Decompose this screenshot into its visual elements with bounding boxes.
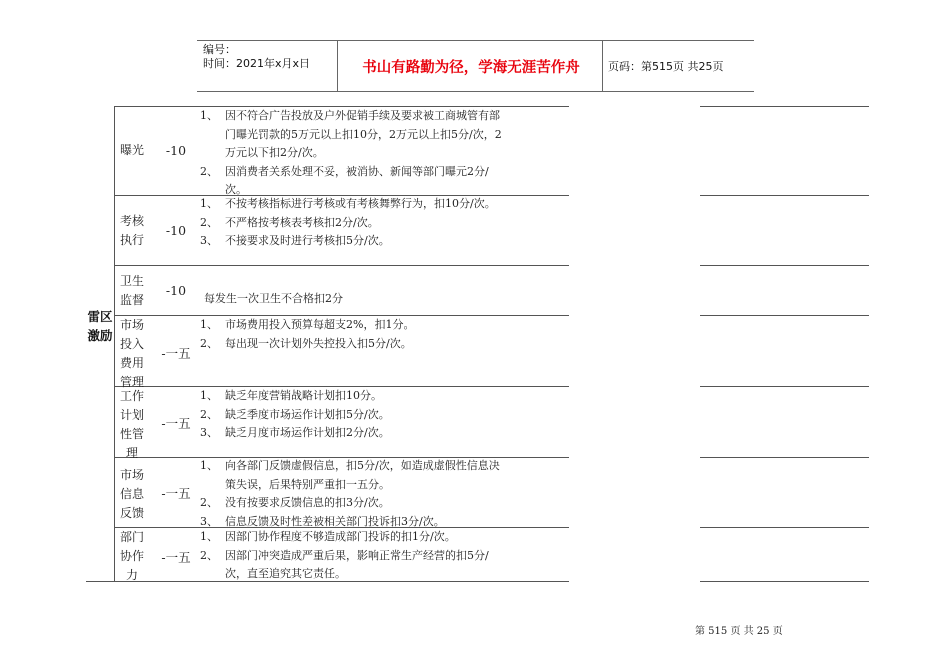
item-name: 工作计划性管理 [119, 389, 144, 460]
header-page-info: 页码：第515页 共25页 [608, 60, 724, 73]
side-divider [700, 195, 869, 196]
clause-text: 每出现一次计划外失控投入扣5分/次。 [225, 336, 412, 350]
item-description [200, 316, 505, 353]
item-score: -10 [165, 283, 187, 298]
clause-number: 3、 [200, 234, 218, 247]
number-label: 编号： [203, 43, 236, 56]
clause-number: 2、 [200, 164, 218, 178]
item-score: -10 [165, 143, 187, 158]
clause-number: 1、 [200, 459, 218, 472]
clause-text: 因部门冲突造成严重后果，影响正常生产经营的扣5分/次，直至追究其它责任。 [225, 548, 489, 580]
clause-number: 2、 [200, 548, 218, 562]
side-divider [700, 386, 869, 387]
item-description [204, 290, 509, 309]
clause-text: 市场费用投入预算每超支2%，扣1分。 [225, 318, 415, 331]
clause-text: 向各部门反馈虚假信息，扣5分/次，如造成虚假性信息决策失误，后果特别严重扣一五分。 [225, 459, 500, 491]
item-score: -10 [165, 223, 187, 238]
item-name: 市场投入费用管理 [119, 318, 144, 389]
clause-text: 不接要求及时进行考核扣5分/次。 [225, 234, 390, 247]
clause-number: 3、 [200, 426, 218, 439]
clause-text: 缺乏季度市场运作计划扣5分/次。 [225, 407, 390, 421]
clause-text: 不严格按考核表考核扣2分/次。 [225, 215, 379, 229]
clause-text: 每发生一次卫生不合格扣2分 [204, 292, 343, 305]
clause-text: 没有按要求反馈信息的扣3分/次。 [225, 496, 390, 509]
item-name: 考核执行 [119, 214, 144, 247]
clause-text: 因不符合广告投放及户外促销手续及要求被工商城管有部门曝光罚款的5万元以上扣10分，2万元以上扣5分/次，2万元以下扣2分/次。 [225, 109, 502, 159]
clause-text: 信息反馈及时性差被相关部门投诉扣3分/次。 [225, 514, 445, 528]
page-footer: 第 515 页 共 25 页 [695, 626, 783, 637]
header-divider [602, 41, 603, 91]
clause-text: 缺乏年度营销战略计划扣10分。 [225, 389, 382, 402]
clause-text: 不按考核指标进行考核或有考核舞弊行为，扣10分/次。 [225, 197, 496, 210]
item-name: 部门协作力 [119, 530, 144, 582]
clause-text: 因消费者关系处理不妥，被消协、新闻等部门曝元2分/次。 [225, 164, 489, 196]
item-name: 曝光 [119, 143, 144, 157]
item-description [200, 457, 505, 531]
item-score: -一五 [161, 416, 191, 431]
side-divider [700, 265, 869, 266]
side-divider [700, 315, 869, 316]
clause-number: 3、 [200, 514, 218, 528]
clause-number: 1、 [200, 389, 218, 402]
clause-text: 缺乏月度市场运作计划扣2分/次。 [225, 426, 390, 439]
clause-text: 因部门协作程度不够造成部门投诉的扣1分/次。 [225, 530, 456, 543]
category-text: 雷区激励 [87, 309, 113, 343]
side-divider [700, 106, 869, 107]
category-label [86, 308, 114, 345]
side-divider [700, 457, 869, 458]
row-divider [114, 265, 569, 266]
item-score: -一五 [161, 486, 191, 501]
header-motto: 书山有路勤为径，学海无涯苦作舟 [362, 59, 580, 76]
item-score: -一五 [161, 346, 191, 361]
side-divider [700, 527, 869, 528]
item-description [200, 107, 505, 200]
page-header [197, 40, 754, 92]
item-name: 市场信息反馈 [119, 468, 144, 520]
item-name: 卫生监督 [119, 274, 144, 307]
clause-number: 1、 [200, 318, 218, 331]
clause-number: 2、 [200, 496, 218, 509]
clause-number: 2、 [200, 407, 218, 421]
header-meta [203, 43, 310, 71]
item-description [200, 528, 505, 584]
item-description [200, 195, 505, 251]
clause-number: 2、 [200, 336, 218, 350]
time-label: 时间：2021年x月x日 [203, 57, 311, 70]
header-divider [337, 41, 338, 91]
side-divider [700, 581, 869, 582]
clause-number: 1、 [200, 197, 218, 210]
clause-number: 1、 [200, 530, 218, 543]
item-score: -一五 [161, 550, 191, 565]
clause-number: 1、 [200, 109, 218, 122]
item-description [200, 387, 505, 443]
clause-number: 2、 [200, 215, 218, 229]
